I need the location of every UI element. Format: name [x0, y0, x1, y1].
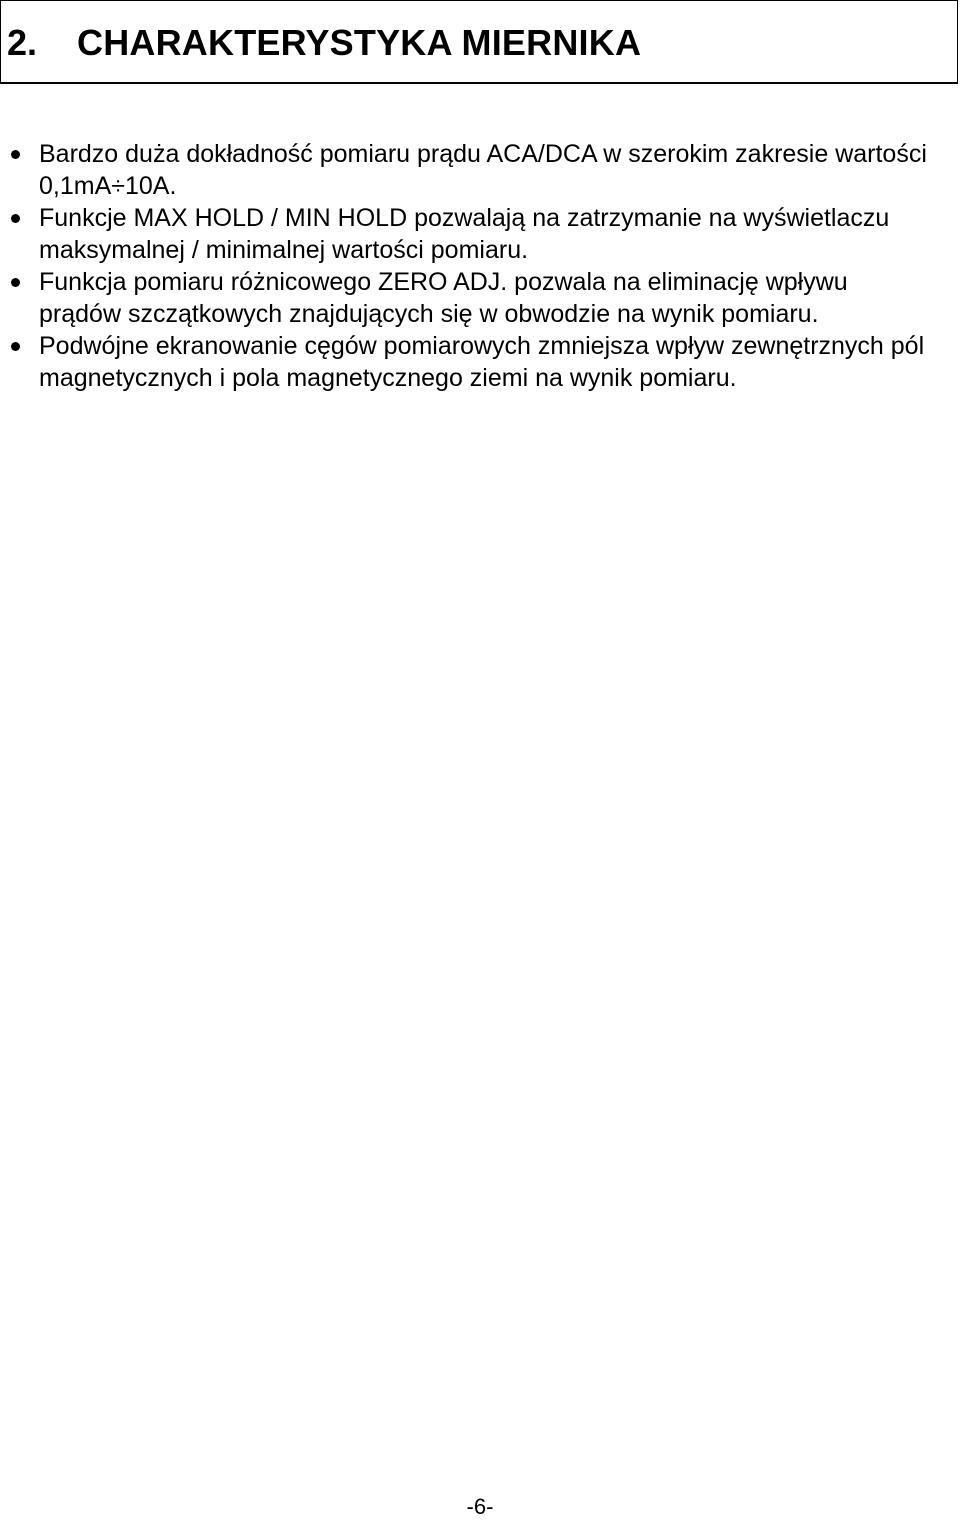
list-item: [0, 330, 930, 394]
page-number: -6-: [466, 1494, 494, 1519]
bullet-icon: [11, 214, 20, 223]
bullet-icon: [11, 278, 20, 287]
feature-text: Funkcja pomiaru różnicowego ZERO ADJ. pozwala na eliminację wpływu prądów szczątkowych znajdujących się w obwodzie na wynik pomiaru.: [39, 268, 848, 328]
section-title: CHARAKTERYSTYKA MIERNIKA: [77, 22, 642, 63]
section-number: 2.: [7, 22, 38, 63]
bullet-icon: [11, 150, 20, 159]
list-item: [0, 202, 930, 266]
section-header: [0, 0, 958, 84]
feature-text: Bardzo duża dokładność pomiaru prądu ACA/DCA w szerokim zakresie wartości 0,1mA÷10A.: [39, 140, 927, 200]
feature-text: Podwójne ekranowanie cęgów pomiarowych zmniejsza wpływ zewnętrznych pól magnetycznych i pola magnetycznego ziemi na wynik pomiaru.: [39, 332, 925, 392]
list-item: [0, 138, 930, 202]
feature-list: [0, 138, 930, 394]
feature-text: Funkcje MAX HOLD / MIN HOLD pozwalają na zatrzymanie na wyświetlaczu maksymalnej / minimalnej wartości pomiaru.: [39, 204, 890, 264]
bullet-icon: [11, 342, 20, 351]
list-item: [0, 266, 930, 330]
